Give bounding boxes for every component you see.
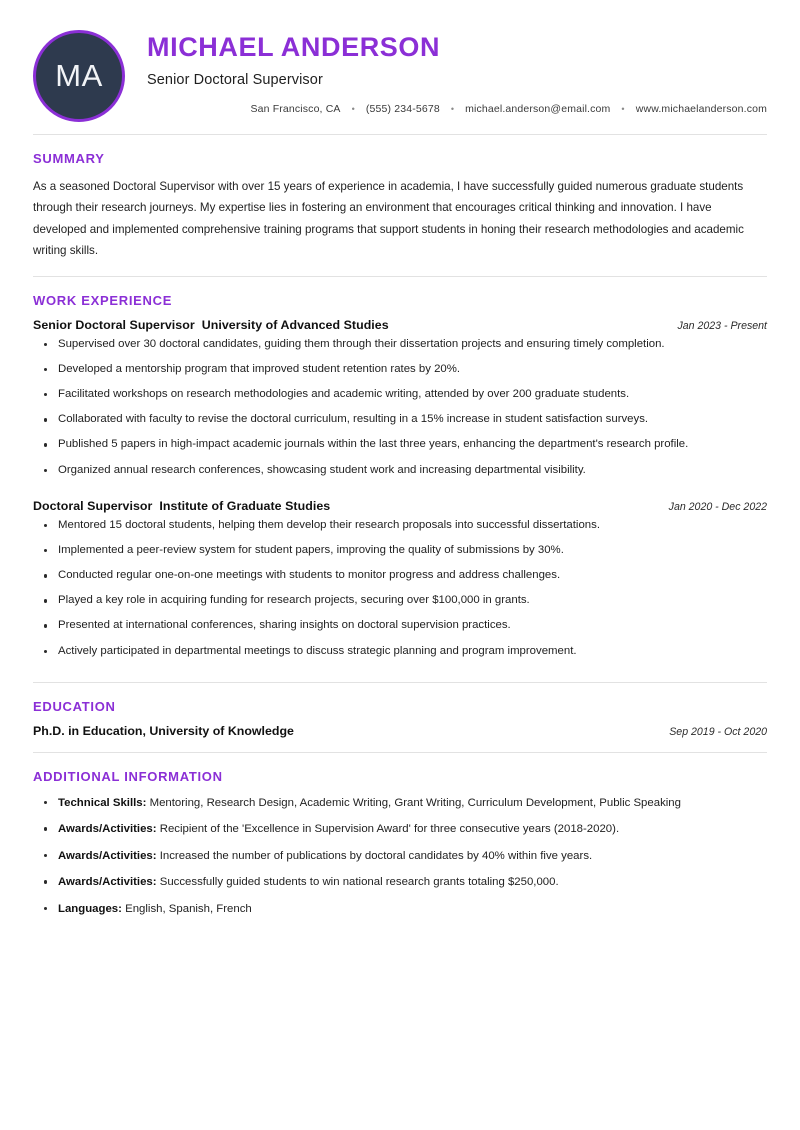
spacer <box>33 738 767 752</box>
info-label: Awards/Activities: <box>58 823 157 836</box>
job-title: Senior Doctoral Supervisor <box>33 317 195 332</box>
spacer <box>33 668 767 682</box>
job-header <box>33 499 767 513</box>
section-title-summary: SUMMARY <box>33 151 105 166</box>
info-label: Languages: <box>58 902 122 915</box>
summary-text: As a seasoned Doctoral Supervisor with over 15 years of experience in academia, I have successfully guided numerous graduate students through their research journeys. My expertise lies in fostering an environment that encourages critical thinking and innovation. I have developed and implemented comprehensive training programs that support students in honing their research methodologies and academic writing skills. <box>33 180 744 258</box>
list-item <box>37 900 767 918</box>
info-value: Recipient of the 'Excellence in Supervision Award' for three consecutive years (2018-2020). <box>159 823 620 836</box>
education-dates: Sep 2019 - Oct 2020 <box>669 725 767 738</box>
list-item <box>37 847 767 865</box>
job-header <box>33 318 767 332</box>
contact-phone[interactable]: (555) 234-5678 <box>365 103 440 116</box>
education-entry <box>33 724 767 738</box>
resume-header <box>33 0 767 134</box>
list-item <box>37 794 767 812</box>
section-title-additional-information: ADDITIONAL INFORMATION <box>33 768 223 784</box>
section-additional-information <box>33 753 767 918</box>
section-title-education: EDUCATION <box>33 698 116 714</box>
job-entry <box>33 318 767 480</box>
section-title-work-experience: WORK EXPERIENCE <box>33 292 173 308</box>
list-item: Presented at international conferences, sharing insights on doctoral supervision practices. <box>37 617 767 635</box>
list-item: Actively participated in departmental meetings to discuss strategic planning and program improvement. <box>37 643 767 661</box>
job-dates: Jan 2023 - Present <box>677 319 767 332</box>
education-degree: Ph.D. in Education, University of Knowledge <box>33 723 294 738</box>
info-value: Increased the number of publications by doctoral candidates by 40% within five years. <box>159 849 593 862</box>
info-value: Successfully guided students to win national research grants totaling $250,000. <box>159 876 559 889</box>
job-bullet-list <box>33 517 767 661</box>
job-dates: Jan 2020 - Dec 2022 <box>668 500 767 513</box>
contact-info <box>147 103 767 115</box>
list-item: Developed a mentorship program that improved student retention rates by 20%. <box>37 361 767 379</box>
avatar <box>33 30 125 122</box>
job-bullet-list <box>33 336 767 480</box>
job-title: Doctoral Supervisor <box>33 498 153 513</box>
list-item: Supervised over 30 doctoral candidates, guiding them through their dissertation projects and ensuring timely completion. <box>37 336 767 354</box>
list-item: Implemented a peer-review system for student papers, improving the quality of submissions by 30%. <box>37 542 767 560</box>
list-item: Published 5 papers in high-impact academic journals within the last three years, enhancing the department's research profile. <box>37 436 767 454</box>
header-subtitle: Senior Doctoral Supervisor <box>147 72 323 89</box>
job-company: University of Advanced Studies <box>201 317 389 332</box>
list-item: Facilitated workshops on research methodologies and academic writing, attended by over 200 graduate students. <box>37 386 767 404</box>
avatar-initials: MA <box>55 58 103 93</box>
list-item: Played a key role in acquiring funding for research projects, securing over $100,000 in grants. <box>37 592 767 610</box>
spacer <box>33 487 767 499</box>
section-summary <box>33 135 767 262</box>
info-label: Awards/Activities: <box>58 876 157 889</box>
page-title: MICHAEL ANDERSON <box>147 32 441 62</box>
list-item: Mentored 15 doctoral students, helping them develop their research proposals into successful dissertations. <box>37 517 767 535</box>
list-item <box>37 873 767 891</box>
contact-separator-icon: • <box>621 103 625 114</box>
job-title-company <box>33 318 389 332</box>
job-company: Institute of Graduate Studies <box>159 498 331 513</box>
list-item: Organized annual research conferences, showcasing student work and increasing departmental visibility. <box>37 462 767 480</box>
info-value: Mentoring, Research Design, Academic Writing, Grant Writing, Curriculum Development, Public Speaking <box>149 796 681 809</box>
header-text-block <box>125 26 767 115</box>
contact-separator-icon: • <box>450 103 455 114</box>
list-item <box>37 820 767 838</box>
job-entry <box>33 499 767 661</box>
contact-website[interactable]: www.michaelanderson.com <box>635 103 767 116</box>
info-label: Awards/Activities: <box>58 849 157 862</box>
contact-location: San Francisco, CA <box>250 103 341 116</box>
section-work-experience <box>33 277 767 682</box>
contact-email[interactable]: michael.anderson@email.com <box>465 103 611 116</box>
section-education <box>33 683 767 752</box>
list-item: Conducted regular one-on-one meetings with students to monitor progress and address challenges. <box>37 567 767 585</box>
list-item: Collaborated with faculty to revise the doctoral curriculum, resulting in a 15% increase in student satisfaction surveys. <box>37 411 767 429</box>
additional-info-list <box>33 794 767 918</box>
contact-separator-icon: • <box>351 103 355 114</box>
info-value: English, Spanish, French <box>125 902 252 915</box>
info-label: Technical Skills: <box>58 796 147 809</box>
job-title-company <box>33 499 330 513</box>
